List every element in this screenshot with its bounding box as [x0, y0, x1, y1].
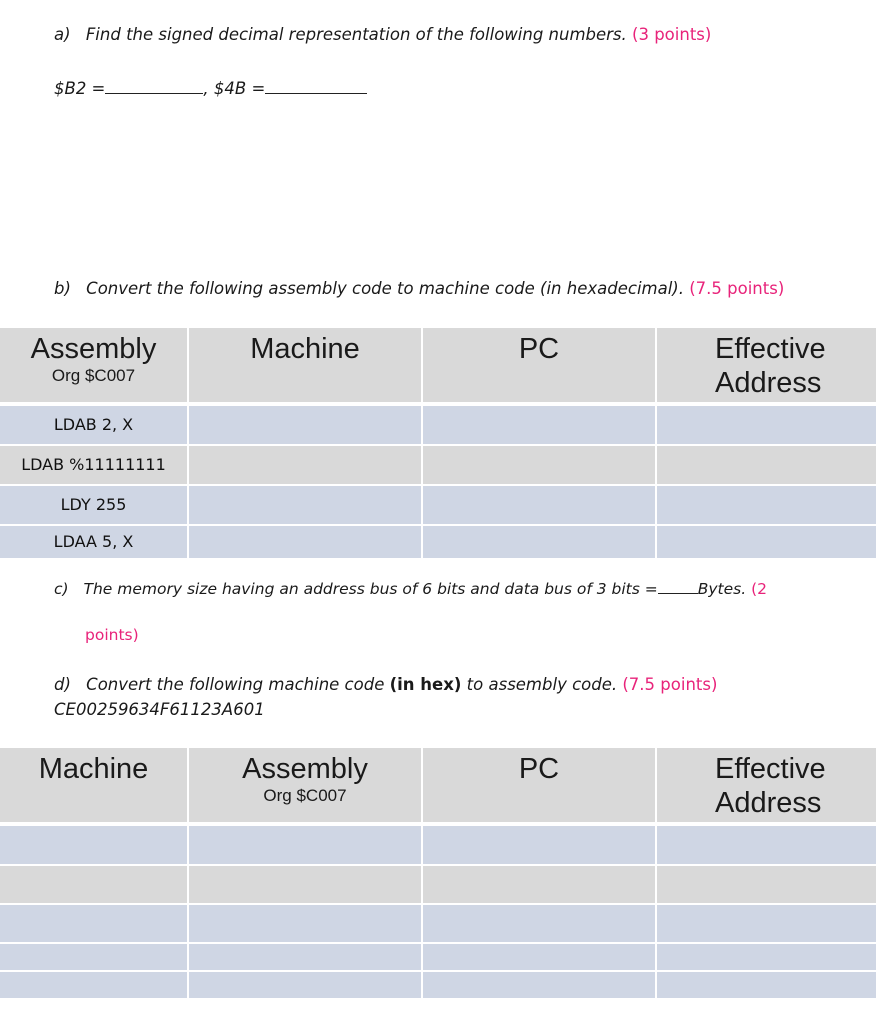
- question-d-text: Convert the following machine code: [86, 675, 385, 694]
- 4b-label: $4B =: [213, 79, 266, 98]
- header-assembly: [189, 748, 423, 824]
- table-row: [0, 944, 876, 972]
- question-c-points: (2: [751, 580, 768, 598]
- pc-cell[interactable]: [423, 446, 657, 486]
- question-d-points: (7.5 points): [622, 675, 718, 694]
- assembly-cell[interactable]: [189, 944, 423, 972]
- pc-cell[interactable]: [423, 944, 657, 972]
- question-b: [54, 279, 784, 298]
- machine-cell[interactable]: [0, 944, 189, 972]
- table-b-header: [0, 328, 876, 404]
- header-assembly-label: Assembly: [242, 753, 368, 785]
- assembly-cell: LDAB 2, X: [0, 406, 189, 446]
- table-row: [0, 826, 876, 866]
- ea-cell[interactable]: [657, 486, 876, 526]
- question-c-points-cont: [85, 626, 139, 644]
- question-d-label: d): [54, 675, 71, 694]
- memory-size-answer-blank[interactable]: [658, 579, 698, 594]
- question-c-unit: Bytes.: [697, 580, 747, 598]
- question-b-text: Convert the following assembly code to machine code (in hexadecimal).: [86, 279, 684, 298]
- machine-cell[interactable]: [0, 972, 189, 1000]
- machine-cell[interactable]: [189, 526, 423, 560]
- question-d-bold: (in hex): [389, 675, 462, 694]
- header-effective-address: [657, 328, 876, 404]
- table-row: [0, 526, 876, 560]
- header-machine: [189, 328, 423, 404]
- assembly-cell: LDAA 5, X: [0, 526, 189, 560]
- assembly-cell[interactable]: [189, 972, 423, 1000]
- header-pc: [423, 328, 657, 404]
- table-row: [0, 905, 876, 944]
- question-c-text: The memory size having an address bus of 6 bits and data bus of 3 bits =: [83, 580, 658, 598]
- answer-separator: ,: [203, 79, 209, 98]
- header-org: Org $C007: [51, 366, 136, 385]
- header-machine-label: Machine: [250, 333, 360, 365]
- question-c-points-2: points): [85, 626, 139, 644]
- ea-cell[interactable]: [657, 866, 876, 905]
- header-machine-label: Machine: [38, 753, 149, 785]
- table-row: [0, 866, 876, 905]
- machine-cell[interactable]: [0, 866, 189, 905]
- header-org: Org $C007: [263, 786, 347, 805]
- machine-cell[interactable]: [189, 446, 423, 486]
- ea-cell[interactable]: [657, 826, 876, 866]
- question-a: [54, 25, 711, 44]
- table-d-header: [0, 748, 876, 824]
- machine-code-string: CE00259634F61123A601: [54, 700, 265, 719]
- ea-cell[interactable]: [657, 905, 876, 944]
- question-a-points: (3 points): [632, 25, 712, 44]
- question-c-label: c): [54, 580, 69, 598]
- assembly-cell: LDY 255: [0, 486, 189, 526]
- table-row: [0, 972, 876, 1000]
- pc-cell[interactable]: [423, 972, 657, 1000]
- assembly-cell[interactable]: [189, 905, 423, 944]
- table-row: [0, 486, 876, 526]
- pc-cell[interactable]: [423, 866, 657, 905]
- question-a-text: Find the signed decimal representation of the following numbers.: [85, 25, 627, 44]
- ea-cell[interactable]: [657, 446, 876, 486]
- header-ea-line1: Effective: [715, 333, 826, 365]
- ea-cell[interactable]: [657, 944, 876, 972]
- question-d: [54, 675, 717, 694]
- question-b-points: (7.5 points): [689, 279, 785, 298]
- header-ea-line2: Address: [715, 787, 822, 819]
- pc-cell[interactable]: [423, 486, 657, 526]
- pc-cell[interactable]: [423, 826, 657, 866]
- header-pc-label: PC: [518, 333, 560, 365]
- machine-cell[interactable]: [0, 826, 189, 866]
- machine-cell[interactable]: [189, 406, 423, 446]
- 4b-answer-blank[interactable]: [265, 79, 367, 94]
- header-machine: [0, 748, 189, 824]
- question-a-answers: [54, 79, 367, 98]
- assembly-cell[interactable]: [189, 866, 423, 905]
- pc-cell[interactable]: [423, 526, 657, 560]
- machine-cell[interactable]: [0, 905, 189, 944]
- assembly-cell: LDAB %11111111: [0, 446, 189, 486]
- table-row: [0, 406, 876, 446]
- ea-cell[interactable]: [657, 526, 876, 560]
- machine-to-assembly-table: [0, 748, 876, 1000]
- header-ea-line2: Address: [715, 367, 822, 399]
- header-pc-label: PC: [518, 753, 560, 785]
- header-pc: [423, 748, 657, 824]
- pc-cell[interactable]: [423, 905, 657, 944]
- assembly-cell[interactable]: [189, 826, 423, 866]
- question-c: [54, 579, 767, 598]
- header-assembly-label: Assembly: [30, 333, 157, 365]
- b2-answer-blank[interactable]: [105, 79, 203, 94]
- ea-cell[interactable]: [657, 972, 876, 1000]
- question-d-text-2: to assembly code.: [466, 675, 618, 694]
- header-assembly: [0, 328, 189, 404]
- header-ea-line1: Effective: [715, 753, 826, 785]
- question-b-label: b): [54, 279, 71, 298]
- pc-cell[interactable]: [423, 406, 657, 446]
- ea-cell[interactable]: [657, 406, 876, 446]
- table-row: [0, 446, 876, 486]
- assembly-to-machine-table: [0, 328, 876, 560]
- question-a-label: a): [54, 25, 71, 44]
- header-effective-address: [657, 748, 876, 824]
- machine-cell[interactable]: [189, 486, 423, 526]
- b2-label: $B2 =: [54, 79, 106, 98]
